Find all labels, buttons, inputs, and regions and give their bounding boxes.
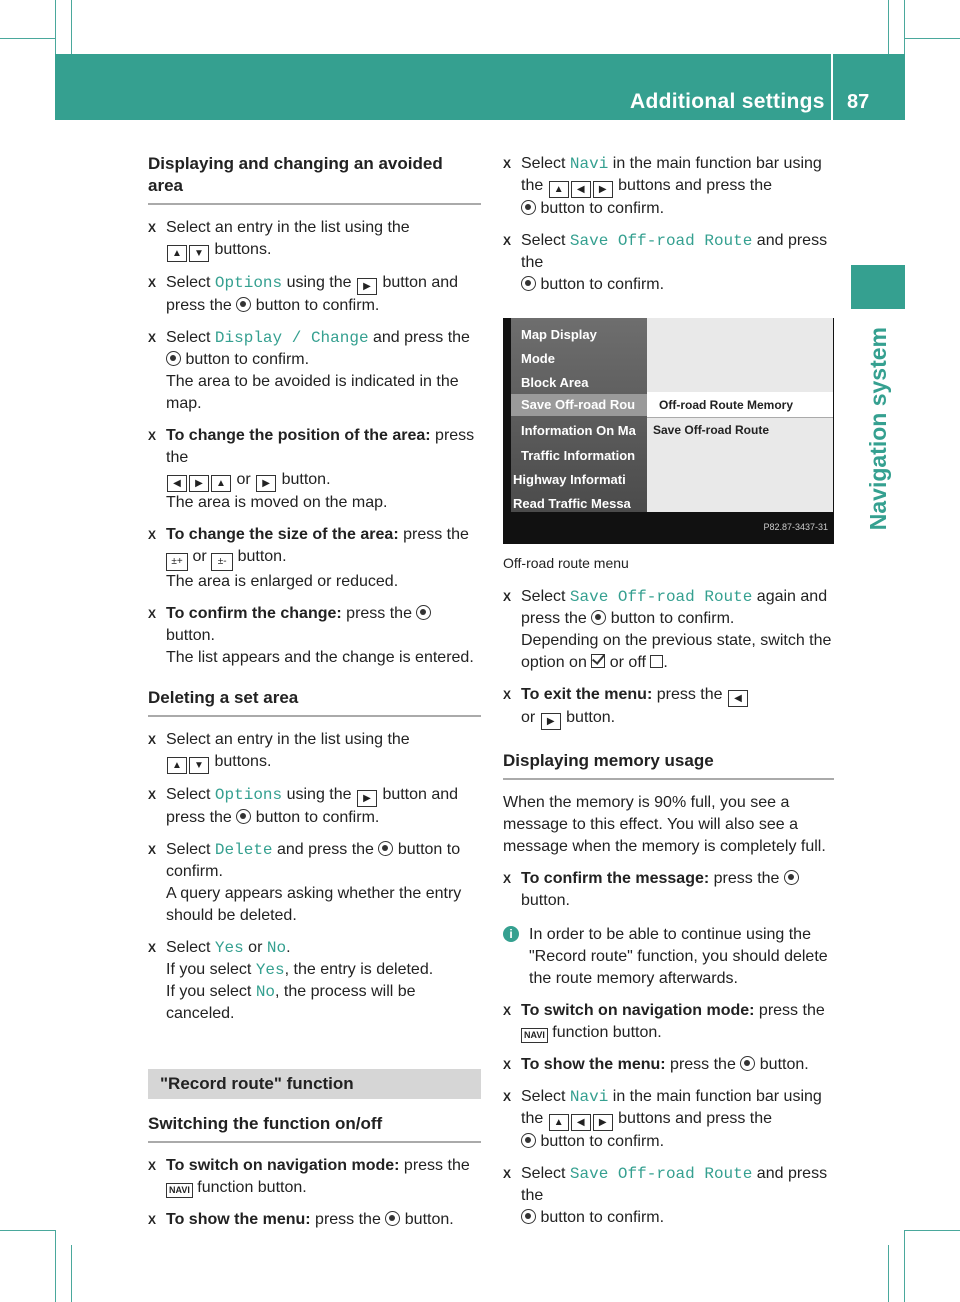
option-no: No (255, 983, 276, 1001)
step-arrow-icon: X (148, 221, 157, 235)
crop-mark (0, 38, 55, 39)
section-heading: Displaying and changing an avoided area (148, 153, 481, 205)
menu-option: Options (214, 786, 283, 804)
step: X To exit the menu: press the ◀ or ▶ button. (503, 684, 834, 730)
side-tab-label-wrap (851, 315, 905, 530)
crop-mark (71, 1245, 72, 1302)
down-key-icon: ▼ (189, 245, 209, 262)
step-arrow-icon: X (148, 941, 157, 955)
step: X To show the menu: press the button. (503, 1054, 834, 1076)
section-heading: Switching the function on/off (148, 1113, 481, 1143)
info-note: i In order to be able to continue using the "Record route" function, you should delete the route memory afterwards. (503, 924, 834, 990)
menu-item: Highway Informati (513, 472, 626, 487)
step: X Select Display / Change and press the button to confirm. The area to be avoided is indicated in the map. (148, 329, 470, 412)
step: X To change the size of the area: press the ±+ or ±- button. The area is enlarged or reduced. (148, 526, 469, 590)
side-tab-label: Navigation system (864, 326, 891, 530)
crop-mark (904, 0, 905, 54)
menu-item-selected: Save Off-road Rou (511, 394, 647, 416)
step-arrow-icon: X (148, 788, 157, 802)
step: X Select Save Off-road Route and press the button to confirm. (503, 232, 828, 293)
section-heading: Displaying memory usage (503, 750, 834, 780)
menu-option: Options (214, 274, 283, 292)
menu-option: Save Off-road Route (569, 1165, 753, 1183)
menu-option: Save Off-road Route (569, 232, 753, 250)
left-key-icon: ◀ (728, 690, 748, 707)
menu-option: Navi (569, 1088, 609, 1106)
crop-mark (55, 1230, 56, 1302)
left-key-icon: ◀ (571, 1114, 591, 1131)
ok-button-icon (416, 605, 431, 620)
step: X To show the menu: press the button. (148, 1209, 481, 1231)
right-column (503, 153, 834, 1239)
crop-mark (71, 0, 72, 54)
checkbox-checked-icon (591, 654, 605, 668)
menu-item: Mode (521, 351, 555, 366)
header-divider (831, 54, 833, 120)
left-column (148, 153, 481, 1241)
step-arrow-icon: X (148, 276, 157, 290)
paragraph: When the memory is 90% full, you see a message to this effect. You will also see a message when the memory is completely full. (503, 794, 826, 855)
crop-mark (905, 1230, 960, 1231)
step: X To switch on navigation mode: press the NAVI function button. (148, 1157, 470, 1196)
step-arrow-icon: X (148, 528, 157, 542)
step: X Select Navi in the main function bar using the ▲ ◀ ▶ buttons and press the button to confirm. (503, 1088, 822, 1150)
side-tab (851, 265, 905, 309)
ok-button-icon (521, 1209, 536, 1224)
step-arrow-icon: X (148, 1213, 157, 1227)
step: X Select Save Off-road Route and press the button to confirm. (503, 1165, 828, 1226)
crop-mark (888, 0, 889, 54)
navi-key-icon: NAVI (166, 1183, 193, 1198)
menu-item: Read Traffic Messa (513, 496, 631, 511)
step: X Select Navi in the main function bar using the ▲ ◀ ▶ buttons and press the button to confirm. (503, 155, 822, 217)
step: X To confirm the message: press the button. (503, 868, 834, 912)
up-key-icon: ▲ (167, 757, 187, 774)
left-key-icon: ◀ (167, 475, 187, 492)
checkbox-unchecked-icon (650, 655, 663, 668)
right-key-icon: ▶ (189, 475, 209, 492)
page-title: Additional settings (630, 90, 825, 113)
figure-caption: Off-road route menu (503, 555, 629, 571)
right-key-icon: ▶ (357, 790, 377, 807)
step-arrow-icon: X (503, 1090, 512, 1104)
step-arrow-icon: X (503, 1058, 512, 1072)
step-arrow-icon: X (148, 733, 157, 747)
menu-option: Save Off-road Route (569, 588, 753, 606)
ok-button-icon (166, 351, 181, 366)
ok-button-icon (591, 610, 606, 625)
section-band: "Record route" function (148, 1069, 481, 1099)
step: X Select Delete and press the button to confirm. A query appears asking whether the entry should be deleted. (148, 841, 462, 924)
right-key-icon: ▶ (593, 1114, 613, 1131)
ok-button-icon (521, 200, 536, 215)
ok-button-icon (784, 870, 799, 885)
crop-mark (888, 1245, 889, 1302)
up-key-icon: ▲ (211, 475, 231, 492)
submenu-item: Save Off-road Route (653, 423, 770, 437)
menu-item: Map Display (521, 327, 597, 342)
option-no: No (266, 939, 287, 957)
step: X Select an entry in the list using the ▲ ▼ buttons. (148, 217, 481, 262)
menu-option: Navi (569, 155, 609, 173)
step-arrow-icon: X (503, 1004, 512, 1018)
screen-image (503, 318, 834, 544)
up-key-icon: ▲ (549, 1114, 569, 1131)
ok-button-icon (378, 841, 393, 856)
menu-option: Delete (214, 841, 273, 859)
zoom-out-icon: ±- (211, 553, 233, 571)
crop-mark (904, 1230, 905, 1302)
up-key-icon: ▲ (549, 181, 569, 198)
ok-button-icon (740, 1056, 755, 1071)
image-code: P82.87-3437-31 (763, 522, 828, 532)
step-arrow-icon: X (503, 872, 512, 886)
option-yes: Yes (255, 961, 285, 979)
menu-item: Information On Ma (521, 423, 636, 438)
ok-button-icon (521, 1133, 536, 1148)
left-key-icon: ◀ (571, 181, 591, 198)
section-heading: Deleting a set area (148, 687, 481, 717)
crop-mark (905, 38, 960, 39)
right-key-icon: ▶ (593, 181, 613, 198)
step-arrow-icon: X (503, 590, 512, 604)
step-arrow-icon: X (148, 429, 157, 443)
info-icon: i (503, 926, 519, 942)
right-key-icon: ▶ (541, 713, 561, 730)
step: X Select Yes or No. If you select Yes, the entry is deleted. If you select No, the process will be canceled. (148, 939, 434, 1022)
step-arrow-icon: X (148, 331, 157, 345)
option-yes: Yes (214, 939, 244, 957)
step: X Select an entry in the list using the ▲ ▼ buttons. (148, 729, 481, 774)
step-arrow-icon: X (148, 607, 157, 621)
ok-button-icon (521, 276, 536, 291)
navi-key-icon: NAVI (521, 1028, 548, 1043)
step-arrow-icon: X (503, 234, 512, 248)
page-number: 87 (847, 91, 870, 113)
step: X Select Options using the ▶ button and press the button to confirm. (148, 274, 459, 314)
step: X Select Save Off-road Route again and press the button to confirm. Depending on the previous state, switch the option on or off . (503, 588, 832, 671)
crop-mark (55, 0, 56, 54)
step-arrow-icon: X (503, 688, 512, 702)
step-arrow-icon: X (503, 157, 512, 171)
menu-item: Traffic Information (521, 448, 636, 463)
step-arrow-icon: X (503, 1167, 512, 1181)
menu-item: Block Area (521, 375, 589, 390)
ok-button-icon (236, 297, 251, 312)
step: X To switch on navigation mode: press the NAVI function button. (503, 1002, 825, 1041)
right-key-icon: ▶ (256, 475, 276, 492)
step-arrow-icon: X (148, 843, 157, 857)
zoom-in-icon: ±+ (166, 553, 188, 571)
menu-option: Display / Change (214, 329, 369, 347)
submenu-item: Off-road Route Memory (647, 392, 833, 418)
step-arrow-icon: X (148, 1159, 157, 1173)
crop-mark (0, 1230, 55, 1231)
down-key-icon: ▼ (189, 757, 209, 774)
ok-button-icon (385, 1211, 400, 1226)
step: X Select Options using the ▶ button and press the button to confirm. (148, 786, 459, 826)
ok-button-icon (236, 809, 251, 824)
up-key-icon: ▲ (167, 245, 187, 262)
step: X To confirm the change: press the button. The list appears and the change is entered. (148, 605, 474, 666)
right-key-icon: ▶ (357, 278, 377, 295)
step: X To change the position of the area: press the ◀ ▶ ▲ or ▶ button. The area is moved on the map. (148, 427, 475, 511)
